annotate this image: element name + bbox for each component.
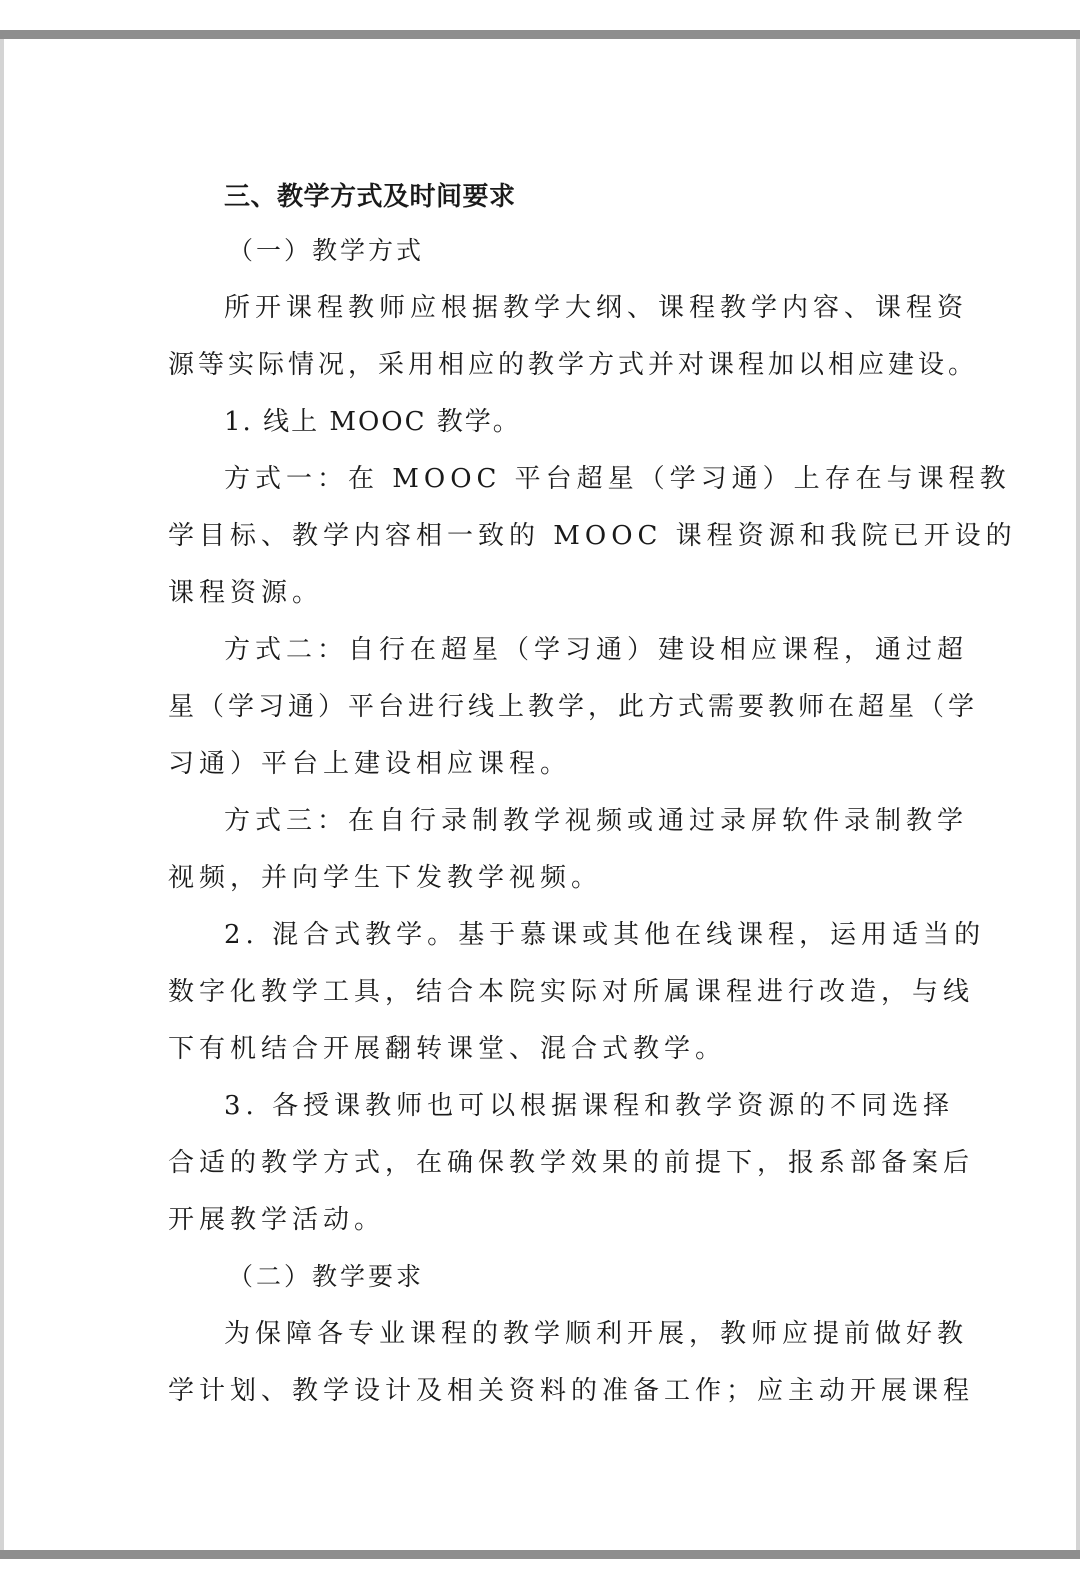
paragraph-line: 源等实际情况，采用相应的教学方式并对课程加以相应建设。 bbox=[168, 350, 979, 380]
paragraph-line: 下有机结合开展翻转课堂、混合式教学。 bbox=[168, 1034, 727, 1064]
document-page bbox=[4, 39, 1076, 1550]
paragraph-line: 星（学习通）平台进行线上教学，此方式需要教师在超星（学 bbox=[168, 692, 979, 722]
paragraph-line: 开展教学活动。 bbox=[168, 1205, 386, 1235]
paragraph-line: 为保障各专业课程的教学顺利开展，教师应提前做好教 bbox=[224, 1319, 969, 1349]
paragraph-line: 视频，并向学生下发教学视频。 bbox=[168, 863, 603, 893]
bottom-frame-bar bbox=[0, 1550, 1080, 1559]
paragraph-line: 习通）平台上建设相应课程。 bbox=[168, 749, 572, 779]
paragraph-line: 3. 各授课教师也可以根据课程和教学资源的不同选择 bbox=[224, 1091, 955, 1121]
paragraph-line: 方式二：自行在超星（学习通）建设相应课程，通过超 bbox=[224, 635, 969, 665]
top-frame-bar bbox=[0, 30, 1080, 39]
paragraph-line: 课程资源。 bbox=[168, 578, 324, 608]
paragraph-line: 所开课程教师应根据教学大纲、课程教学内容、课程资 bbox=[224, 293, 969, 323]
paragraph-line: 数字化教学工具，结合本院实际对所属课程进行改造，与线 bbox=[168, 977, 975, 1007]
paragraph-line: 合适的教学方式，在确保教学效果的前提下，报系部备案后 bbox=[168, 1148, 975, 1178]
section-heading: 三、教学方式及时间要求 bbox=[224, 182, 516, 212]
right-frame-edge bbox=[1076, 39, 1080, 1550]
paragraph-line: 1. 线上 MOOC 教学。 bbox=[224, 407, 521, 437]
paragraph-line: 学计划、教学设计及相关资料的准备工作；应主动开展课程 bbox=[168, 1376, 975, 1406]
paragraph-line: 2. 混合式教学。基于慕课或其他在线课程，运用适当的 bbox=[224, 920, 986, 950]
subsection-title-teaching-methods: （一）教学方式 bbox=[228, 236, 425, 265]
paragraph-line: 方式一：在 MOOC 平台超星（学习通）上存在与课程教 bbox=[224, 464, 1011, 494]
paragraph-line: 方式三：在自行录制教学视频或通过录屏软件录制教学 bbox=[224, 806, 969, 836]
subsection-title-teaching-requirements: （二）教学要求 bbox=[228, 1262, 425, 1291]
paragraph-line: 学目标、教学内容相一致的 MOOC 课程资源和我院已开设的 bbox=[168, 521, 1017, 551]
